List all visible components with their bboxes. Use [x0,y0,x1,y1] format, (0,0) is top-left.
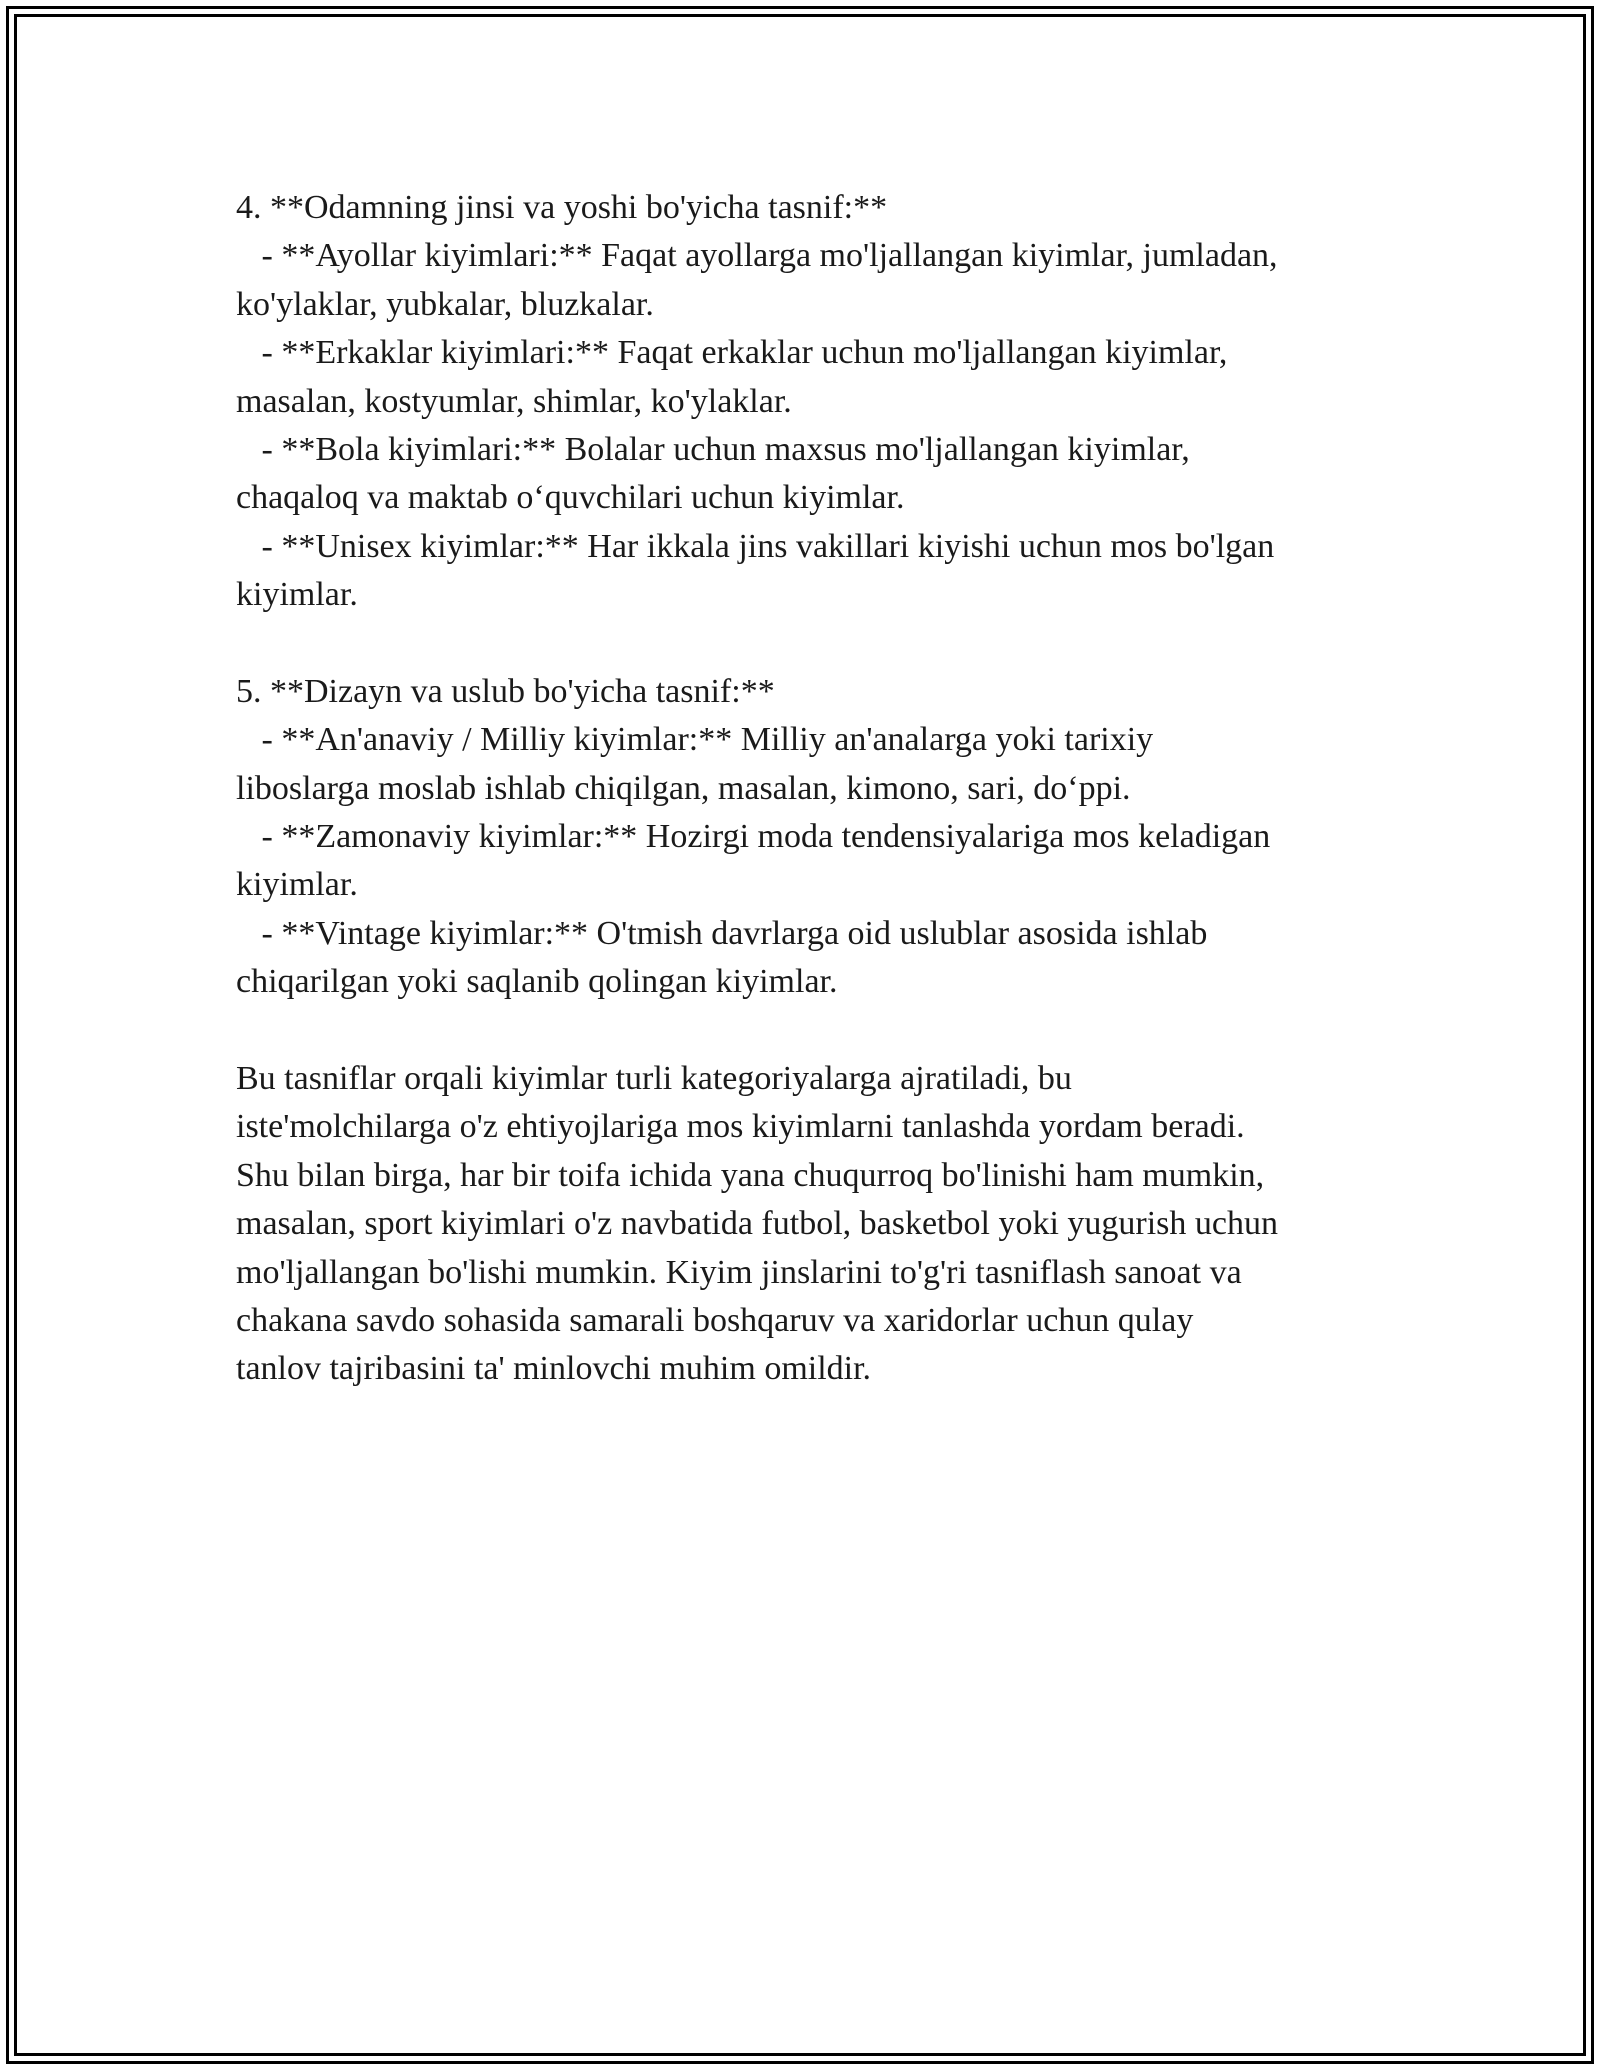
section-5-item-traditional-line1: - **An'anaviy / Milliy kiyimlar:** Milliy an'analarga yoki tarixiy [236,721,1154,759]
section-4-item-men-line1: - **Erkaklar kiyimlari:** Faqat erkaklar uchun mo'ljallangan kiyimlar, [236,334,1228,372]
section-5-item-modern-line2: kiyimlar. [236,866,358,904]
section-4-item-women-line1: - **Ayollar kiyimlari:** Faqat ayollarga mo'ljallangan kiyimlar, jumladan, [236,237,1278,275]
section-4-item-men-line2: masalan, kostyumlar, shimlar, ko'ylaklar. [236,382,792,420]
section-5-item-modern-line1: - **Zamonaviy kiyimlar:** Hozirgi moda tendensiyalariga mos keladigan [236,818,1271,856]
paragraph-spacer [236,620,1386,668]
section-5-item-vintage-line1: - **Vintage kiyimlar:** O'tmish davrlarga oid uslublar asosida ishlab [236,914,1208,952]
section-4-heading: 4. **Odamning jinsi va yoshi bo'yicha tasnif:** [236,189,888,226]
section-4-item-children-line1: - **Bola kiyimlari:** Bolalar uchun maxsus mo'ljallangan kiyimlar, [236,430,1190,468]
conclusion-line-6: chakana savdo sohasida samarali boshqaruv va xaridorlar uchun qulay [236,1301,1194,1339]
section-5-item-traditional-line2: liboslarga moslab ishlab chiqilgan, masalan, kimono, sari, do‘ppi. [236,769,1131,807]
conclusion-line-1: Bu tasniflar orqali kiyimlar turli kategoriyalarga ajratiladi, bu [236,1060,1072,1098]
section-4-item-children-line2: chaqaloq va maktab o‘quvchilari uchun kiyimlar. [236,479,905,517]
paragraph-spacer [236,1007,1386,1055]
section-5-heading: 5. **Dizayn va uslub bo'yicha tasnif:** [236,672,775,710]
conclusion-line-5: mo'ljallangan bo'lishi mumkin. Kiyim jinslarini to'g'ri tasniflash sanoat va [236,1253,1242,1291]
conclusion-line-7: tanlov tajribasini ta' minlovchi muhim omildir. [236,1350,872,1388]
section-4-item-women-line2: ko'ylaklar, yubkalar, bluzkalar. [236,285,654,323]
section-4-item-unisex-line1: - **Unisex kiyimlar:** Har ikkala jins vakillari kiyishi uchun mos bo'lgan [236,527,1275,565]
conclusion-line-4: masalan, sport kiyimlari o'z navbatida futbol, basketbol yoki yugurish uchun [236,1205,1278,1243]
conclusion-line-2: iste'molchilarga o'z ehtiyojlariga mos kiyimlarni tanlashda yordam beradi. [236,1108,1245,1146]
conclusion-line-3: Shu bilan birga, har bir toifa ichida yana chuqurroq bo'linishi ham mumkin, [236,1156,1265,1194]
section-4-item-unisex-line2: kiyimlar. [236,576,358,614]
section-5-item-vintage-line2: chiqarilgan yoki saqlanib qolingan kiyimlar. [236,963,838,1001]
document-body [236,184,1386,1394]
